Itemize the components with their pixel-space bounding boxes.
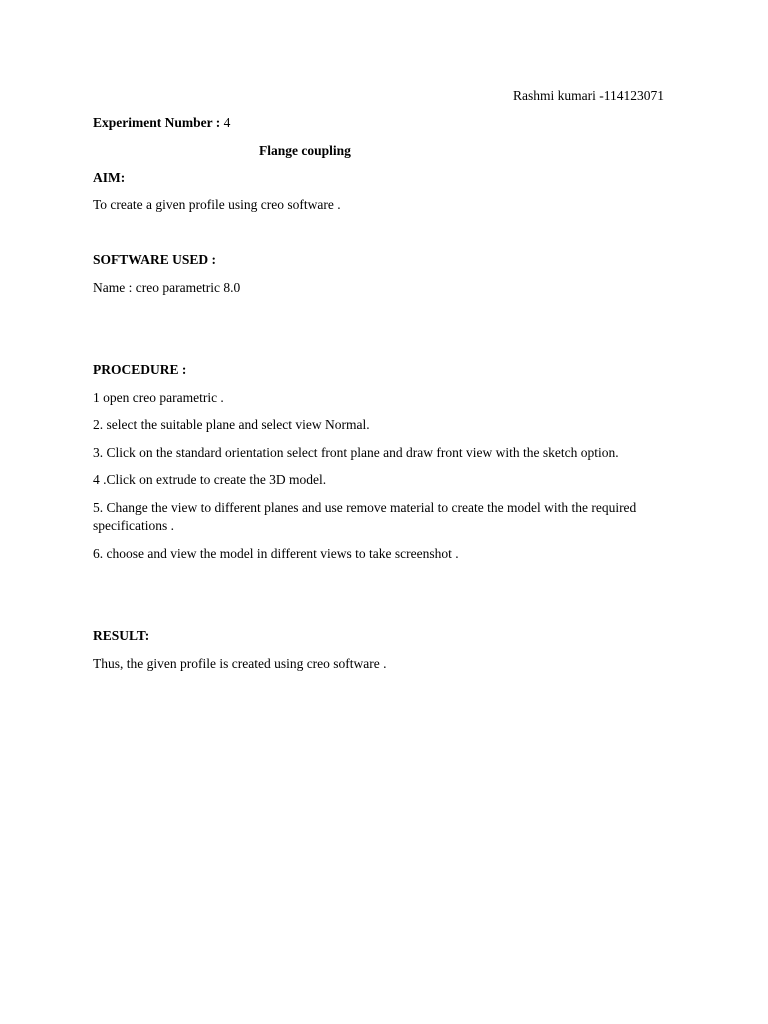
- procedure-heading: PROCEDURE :: [93, 362, 187, 377]
- author-line: Rashmi kumari -114123071: [513, 88, 664, 103]
- procedure-step-4: 4 .Click on extrude to create the 3D model.: [93, 472, 327, 487]
- experiment-number-value: 4: [223, 115, 231, 130]
- result-heading: RESULT:: [93, 628, 150, 643]
- procedure-step-6: 6. choose and view the model in different views to take screenshot .: [93, 546, 459, 561]
- procedure-step-2: 2. select the suitable plane and select view Normal.: [93, 417, 370, 432]
- procedure-step-1: 1 open creo parametric .: [93, 390, 224, 405]
- procedure-step-5: 5. Change the view to different planes and use remove material to create the model with the required specifications .: [93, 500, 637, 533]
- procedure-step-3: 3. Click on the standard orientation select front plane and draw front view with the sketch option.: [93, 445, 619, 460]
- result-text: Thus, the given profile is created using creo software .: [93, 656, 387, 671]
- aim-text: To create a given profile using creo software .: [93, 197, 341, 212]
- experiment-number-line: [93, 114, 230, 132]
- software-heading: SOFTWARE USED :: [93, 252, 217, 267]
- experiment-title: Flange coupling: [259, 143, 351, 158]
- aim-heading: AIM:: [93, 170, 126, 185]
- software-text: Name : creo parametric 8.0: [93, 280, 241, 295]
- experiment-number-label: Experiment Number :: [93, 115, 221, 130]
